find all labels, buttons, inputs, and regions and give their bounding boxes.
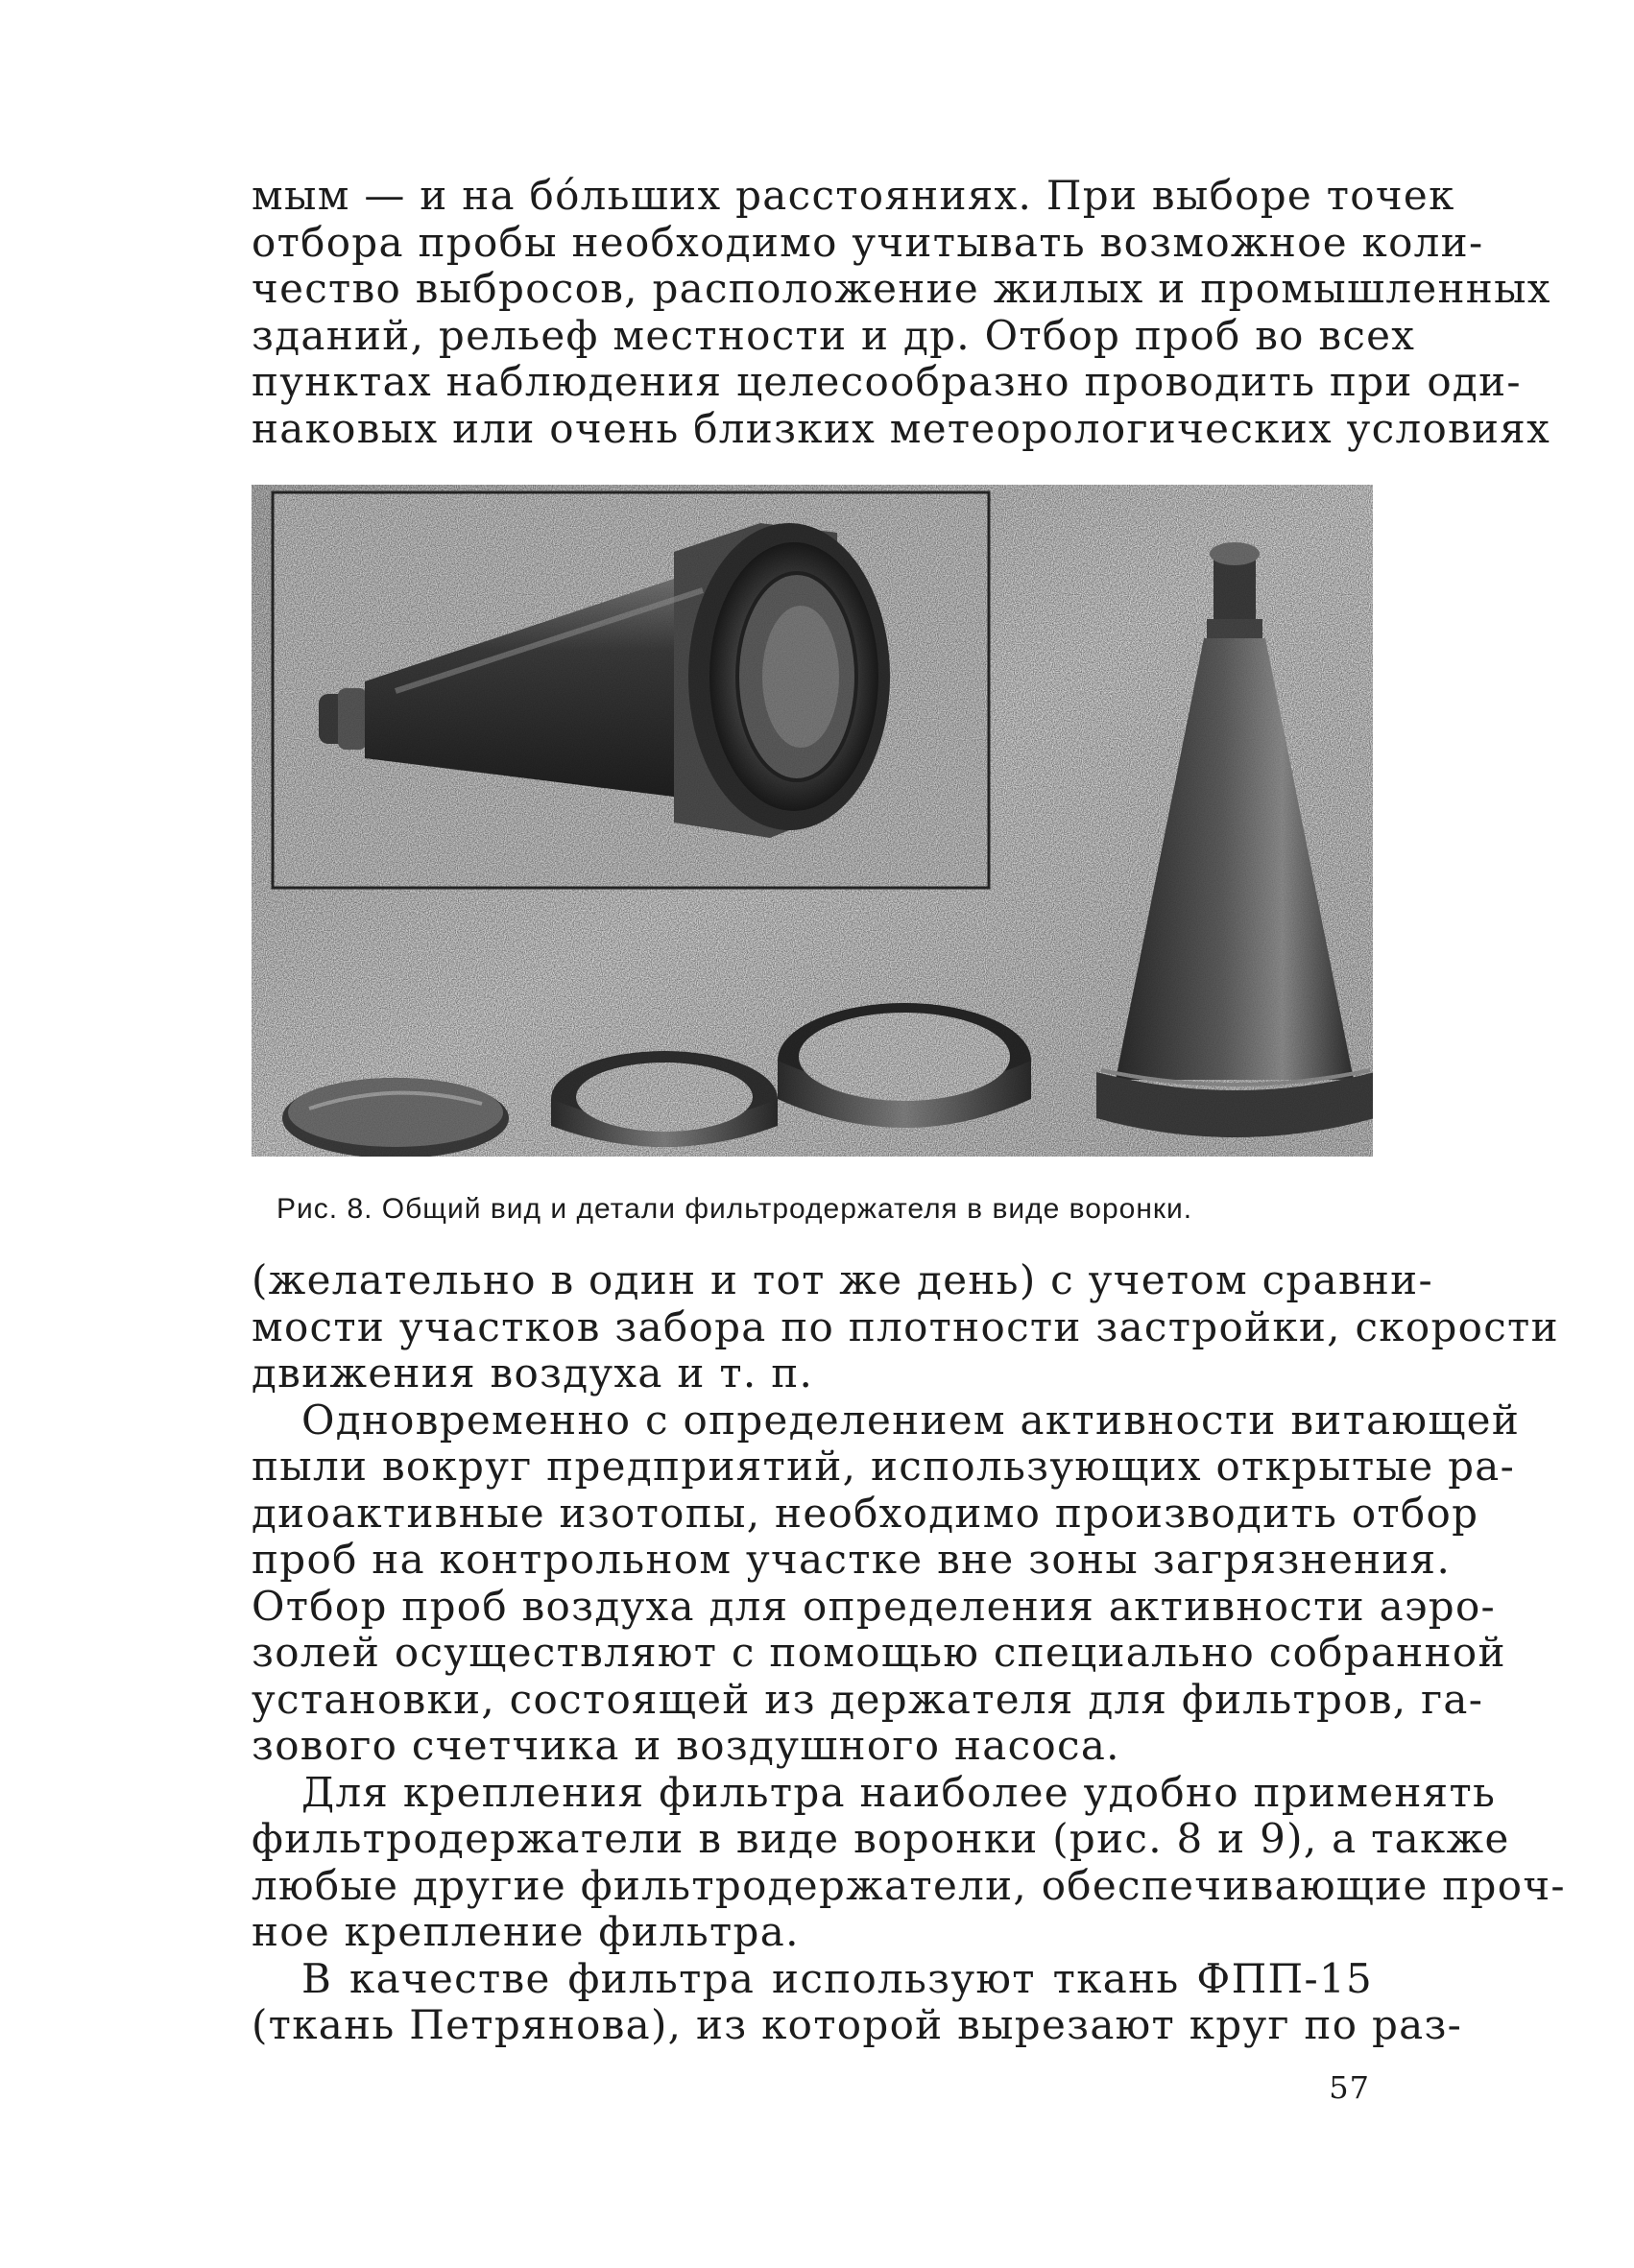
text-line: зового счетчика и воздушного насоса. xyxy=(252,1722,1120,1769)
text-line: пыли вокруг предприятий, использующих открытые ра- xyxy=(252,1443,1516,1490)
paragraph-top xyxy=(252,172,1551,452)
text-line: Отбор проб воздуха для определения активности аэро- xyxy=(252,1582,1497,1630)
text-line: ное крепление фильтра. xyxy=(252,1908,800,1955)
figure-caption: Рис. 8. Общий вид и детали фильтродержателя в виде воронки. xyxy=(276,1193,1193,1225)
text-line: (ткань Петрянова), из которой вырезают круг по раз- xyxy=(252,2001,1463,2048)
page-number: 57 xyxy=(1329,2069,1370,2106)
text-line: движения воздуха и т. п. xyxy=(252,1349,814,1397)
text-line: Одновременно с определением активности витающей xyxy=(301,1396,1521,1444)
text-line: чество выбросов, расположение жилых и промышленных xyxy=(252,265,1551,312)
filter-holder-photo xyxy=(252,485,1373,1157)
text-line: отбора пробы необходимо учитывать возможное коли- xyxy=(252,218,1484,266)
text-line: проб на контрольном участке вне зоны загрязнения. xyxy=(252,1536,1452,1583)
text-line: установки, состоящей из держателя для фильтров, га- xyxy=(252,1675,1484,1723)
text-line: наковых или очень близких метеорологических условиях xyxy=(252,404,1551,452)
paragraph-bottom xyxy=(252,1256,1566,2049)
text-line: мости участков забора по плотности застройки, скорости xyxy=(252,1302,1559,1350)
text-line: мым — и на бóльших расстояниях. При выборе точек xyxy=(252,172,1455,219)
text-line: диоактивные изотопы, необходимо производить отбор xyxy=(252,1489,1479,1537)
text-line: Для крепления фильтра наиболее удобно применять xyxy=(301,1768,1497,1816)
text-line: пунктах наблюдения целесообразно проводить при оди- xyxy=(252,358,1522,405)
text-line: любые другие фильтродержатели, обеспечивающие проч- xyxy=(252,1861,1566,1909)
text-line: В качестве фильтра используют ткань ФПП-15 xyxy=(301,1954,1373,2002)
text-line: фильтродержатели в виде воронки (рис. 8 и 9), а также xyxy=(252,1815,1510,1862)
text-line: (желательно в один и тот же день) с учетом сравни- xyxy=(252,1256,1433,1303)
figure-photo xyxy=(252,485,1373,1157)
text-line: золей осуществляют с помощью специально собранной xyxy=(252,1629,1506,1676)
text-line: зданий, рельеф местности и др. Отбор проб во всех xyxy=(252,311,1416,359)
